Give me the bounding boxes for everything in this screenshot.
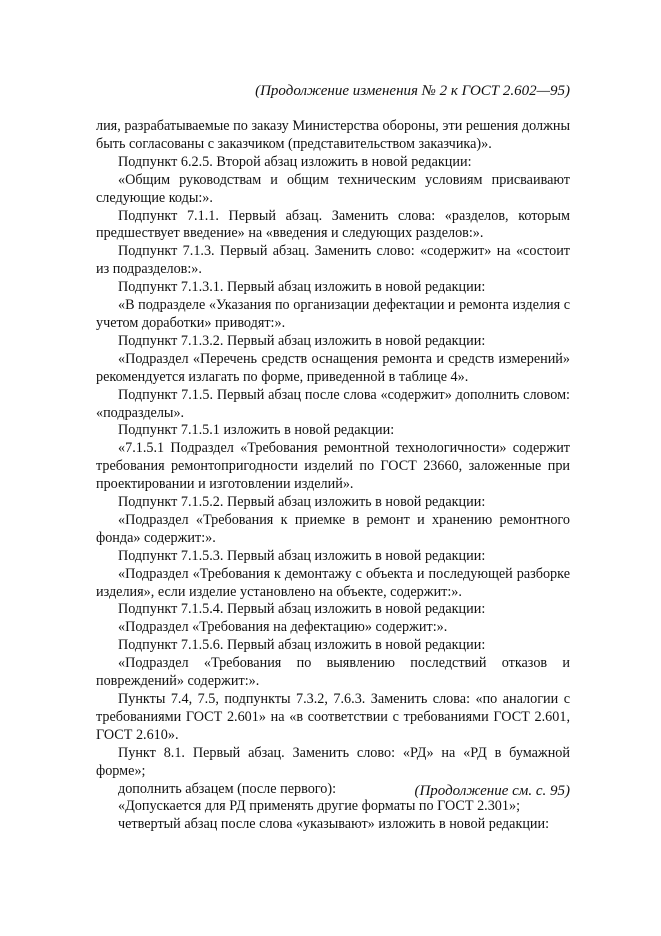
paragraph: «7.1.5.1 Подраздел «Требования ремонтной технологичности» содержит требования ремонтопригодности изделий по ГОСТ 23660, заложенные при проектировании и изготовлении изделий». bbox=[96, 440, 570, 493]
paragraph: Пункт 8.1. Первый абзац. Заменить слово: «РД» на «РД в бумажной форме»; bbox=[96, 744, 570, 779]
paragraph-continued: лия, разрабатываемые по заказу Министерства обороны, эти решения должны быть согласованы с заказчиком (представительством заказчика)». bbox=[96, 118, 570, 152]
paragraph: четвертый абзац после слова «указывают» изложить в новой редакции: bbox=[118, 816, 550, 833]
paragraph: Подпункт 6.2.5. Второй абзац изложить в новой редакции: bbox=[118, 153, 472, 170]
continuation-header: (Продолжение изменения № 2 к ГОСТ 2.602—95) bbox=[255, 83, 570, 99]
paragraph: «Допускается для РД применять другие форматы по ГОСТ 2.301»; bbox=[118, 798, 521, 815]
paragraph: Подпункт 7.1.1. Первый абзац. Заменить слова: «разделов, которым предшествует введение» на «введения и следующих разделов:». bbox=[96, 207, 570, 242]
paragraph: Пункты 7.4, 7.5, подпункты 7.3.2, 7.6.3. Заменить слова: «по аналогии с требованиями ГОСТ 2.601» на «в соответствии с требованиями ГОСТ 2.601, ГОСТ 2.610». bbox=[96, 691, 570, 743]
paragraph: Подпункт 7.1.5.1 изложить в новой редакции: bbox=[118, 422, 395, 439]
paragraph: «Подраздел «Требования на дефектацию» содержит:». bbox=[118, 619, 448, 636]
paragraph: Подпункт 7.1.5.2. Первый абзац изложить в новой редакции: bbox=[118, 494, 486, 511]
paragraph: Подпункт 7.1.5.6. Первый абзац изложить в новой редакции: bbox=[118, 637, 486, 654]
paragraph: «Подраздел «Требования по выявлению последствий отказов и повреждений» содержит:». bbox=[96, 655, 570, 690]
paragraph: «Общим руководствам и общим техническим условиям присваивают следующие коды:». bbox=[96, 171, 570, 206]
paragraph: «Подраздел «Перечень средств оснащения ремонта и средств измерений» рекомендуется излагать по форме, приведенной в таблице 4». bbox=[96, 350, 570, 385]
paragraph: Подпункт 7.1.5. Первый абзац после слова «содержит» дополнить словом: «подразделы». bbox=[96, 386, 570, 421]
continuation-footer: (Продолжение см. с. 95) bbox=[414, 783, 570, 799]
paragraph: Подпункт 7.1.3.2. Первый абзац изложить в новой редакции: bbox=[118, 332, 486, 349]
paragraph: Подпункт 7.1.5.4. Первый абзац изложить в новой редакции: bbox=[118, 601, 486, 618]
paragraph: «Подраздел «Требования к демонтажу с объекта и последующей разборке изделия», если изделие установлено на объекте, содержит:». bbox=[96, 565, 570, 600]
paragraph: «Подраздел «Требования к приемке в ремонт и хранению ремонтного фонда» содержит:». bbox=[96, 511, 570, 546]
paragraph: Подпункт 7.1.5.3. Первый абзац изложить в новой редакции: bbox=[118, 547, 486, 564]
paragraph: Подпункт 7.1.3. Первый абзац. Заменить слово: «содержит» на «состоит из подразделов:». bbox=[96, 243, 570, 278]
document-body bbox=[96, 118, 570, 834]
paragraph: «В подразделе «Указания по организации дефектации и ремонта изделия с учетом доработки» приводят:». bbox=[96, 297, 570, 331]
paragraph: Подпункт 7.1.3.1. Первый абзац изложить в новой редакции: bbox=[118, 279, 486, 296]
paragraph: дополнить абзацем (после первого): bbox=[118, 780, 337, 797]
